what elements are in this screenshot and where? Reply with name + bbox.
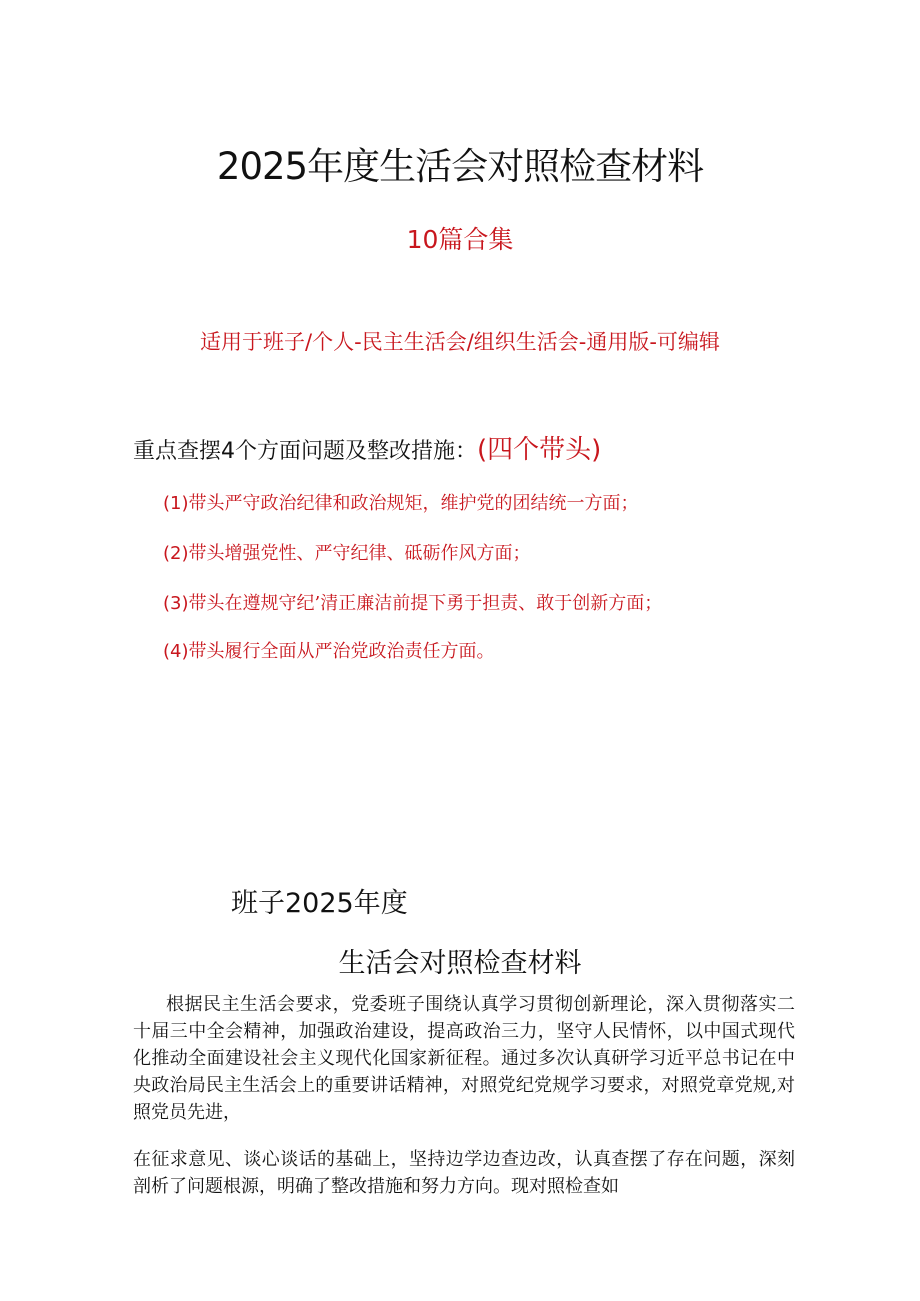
focus-item xyxy=(163,637,495,663)
collection-label: 10篇合集 xyxy=(406,225,514,254)
focus-intro-text: 重点查摆4个方面问题及整改措施： xyxy=(133,439,477,464)
applicable-scope: 适用于班子/个人-民主生活会/组织生活会-通用版-可编辑 xyxy=(200,330,720,354)
focus-item-number: (4) xyxy=(163,641,189,662)
section-heading-line1: 班子2025年度 xyxy=(231,888,408,919)
body-paragraph: 在征求意见、谈心谈话的基础上，坚持边学边查边改，认真查摆了存在问题，深刻剖析了问题根源，明确了整改措施和努力方向。现对照检查如 xyxy=(133,1149,795,1197)
focus-item-number: (1) xyxy=(163,493,189,514)
focus-intro-line xyxy=(133,429,601,466)
document-title: 2025年度生活会对照检查材料 xyxy=(216,145,704,188)
section-heading-line2: 生活会对照检查材料 xyxy=(338,948,582,979)
focus-item-text: 带头严守政治纪律和政治规矩，维护党的团结统一方面； xyxy=(188,493,639,514)
focus-item-text: 带头履行全面从严治党政治责任方面。 xyxy=(188,641,495,662)
focus-item xyxy=(163,539,531,565)
focus-item-number: (3) xyxy=(163,593,189,614)
focus-highlight: (四个带头) xyxy=(477,435,602,465)
focus-item xyxy=(163,489,639,515)
focus-item-text: 带头在遵规守纪’清正廉洁前提下勇于担责、敢于创新方面； xyxy=(188,593,663,614)
focus-item-number: (2) xyxy=(163,543,189,564)
focus-item xyxy=(163,589,662,615)
body-paragraph: 根据民主生活会要求，党委班子围绕认真学习贯彻创新理论，深入贯彻落实二十届三中全会精神，加强政治建设，提高政治三力，坚守人民情怀，以中国式现代化推动全面建设社会主义现代化国家新征程。通过多次认真研学习近平总书记在中央政治局民主生活会上的重要讲话精神，对照党纪党规学习要求，对照党章党规,对照党员先进， xyxy=(133,994,795,1123)
focus-item-text: 带头增强党性、严守纪律、砥砺作风方面； xyxy=(188,543,531,564)
